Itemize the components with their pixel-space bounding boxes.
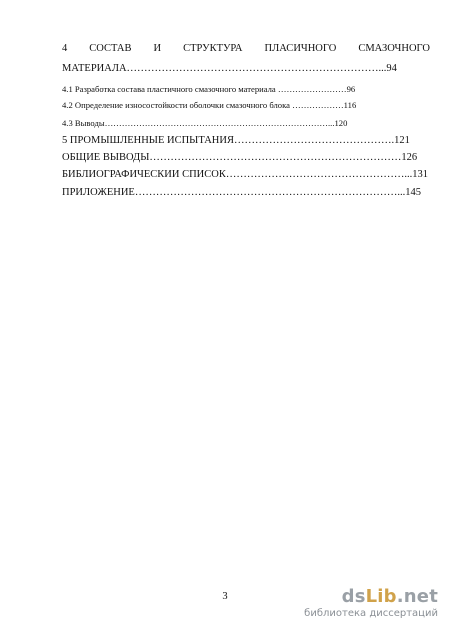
toc-heading-word: И — [153, 44, 162, 54]
page-number: 3 — [222, 591, 228, 602]
toc-entry: ПРИЛОЖЕНИЕ…………………………………………………………………...145 — [62, 188, 421, 198]
toc-heading-word: ПЛАСИЧНОГО — [264, 44, 337, 54]
toc-heading-continuation: МАТЕРИАЛА………………………………………………………………...94 — [62, 64, 397, 74]
toc-heading-word: 4 — [62, 44, 68, 54]
toc-heading-word: СОСТАВ — [89, 44, 132, 54]
toc-entry: 4.2 Определение износостойкости оболочки смазочного блока ………………116 — [62, 101, 357, 110]
toc-entry: БИБЛИОГРАФИЧЕСКИЙ СПИСОК……………………………………………...131 — [62, 170, 428, 180]
logo-part: .net — [396, 586, 438, 607]
toc-heading-word: СТРУКТУРА — [183, 44, 243, 54]
dslib-watermark[interactable] — [304, 588, 438, 619]
dslib-logo — [304, 588, 438, 606]
logo-part: Lib — [365, 586, 397, 607]
toc-entry: 5 ПРОМЫШЛЕННЫЕ ИСПЫТАНИЯ……………………………………….121 — [62, 136, 410, 146]
toc-heading-word: СМАЗОЧНОГО — [358, 44, 430, 54]
toc-heading-line — [62, 44, 430, 55]
toc-entry: ОБЩИЕ ВЫВОДЫ………………………………………………………………126 — [62, 153, 418, 163]
logo-part: ds — [341, 586, 366, 607]
toc-entry: 4.1 Разработка состава пластичного смазочного материала ……………………96 — [62, 85, 356, 94]
toc-entry: 4.3 Выводы……………………………………………………………………...120 — [62, 119, 348, 128]
watermark-subtitle: библиотека диссертаций — [304, 608, 438, 619]
